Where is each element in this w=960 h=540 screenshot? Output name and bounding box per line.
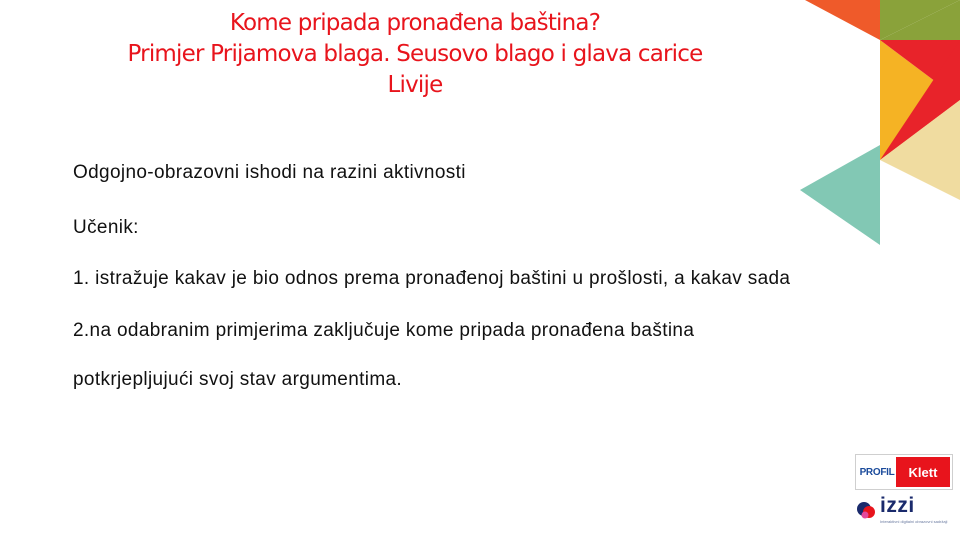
slide-title-line-1: Kome pripada pronađena baština? [229, 10, 601, 36]
slide-title-line-3: Livije [387, 72, 443, 98]
outcome-item-2-line-1: 2.na odabranim primjerima zaključuje kome pripada pronađena baština [73, 320, 695, 341]
outcome-item-2-line-2: potkrjepljujući svoj stav argumentima. [73, 369, 403, 390]
izzi-logo-text: izzi [880, 494, 915, 517]
decorative-triangles [795, 0, 960, 245]
izzi-logo-icon [854, 498, 880, 524]
profil-logo-text: PROFIL [859, 466, 895, 478]
deco-triangle-orange [805, 0, 880, 40]
slide-title-line-2: Primjer Prijamova blaga. Seusovo blago i glava carice [127, 41, 703, 67]
profil-klett-logo [855, 454, 953, 490]
student-label: Učenik: [73, 217, 139, 238]
izzi-tagline: Interaktivni digitalni obrazovni sadržaji [880, 519, 948, 524]
klett-logo-text: Klett [896, 457, 950, 487]
izzi-logo [852, 494, 952, 528]
deco-triangle-teal [800, 145, 880, 245]
outcome-item-1: 1. istražuje kakav je bio odnos prema pronađenoj baštini u prošlosti, a kakav sada [73, 268, 791, 289]
outcomes-heading: Odgojno-obrazovni ishodi na razini aktivnosti [73, 162, 466, 183]
slide-title [40, 8, 790, 101]
